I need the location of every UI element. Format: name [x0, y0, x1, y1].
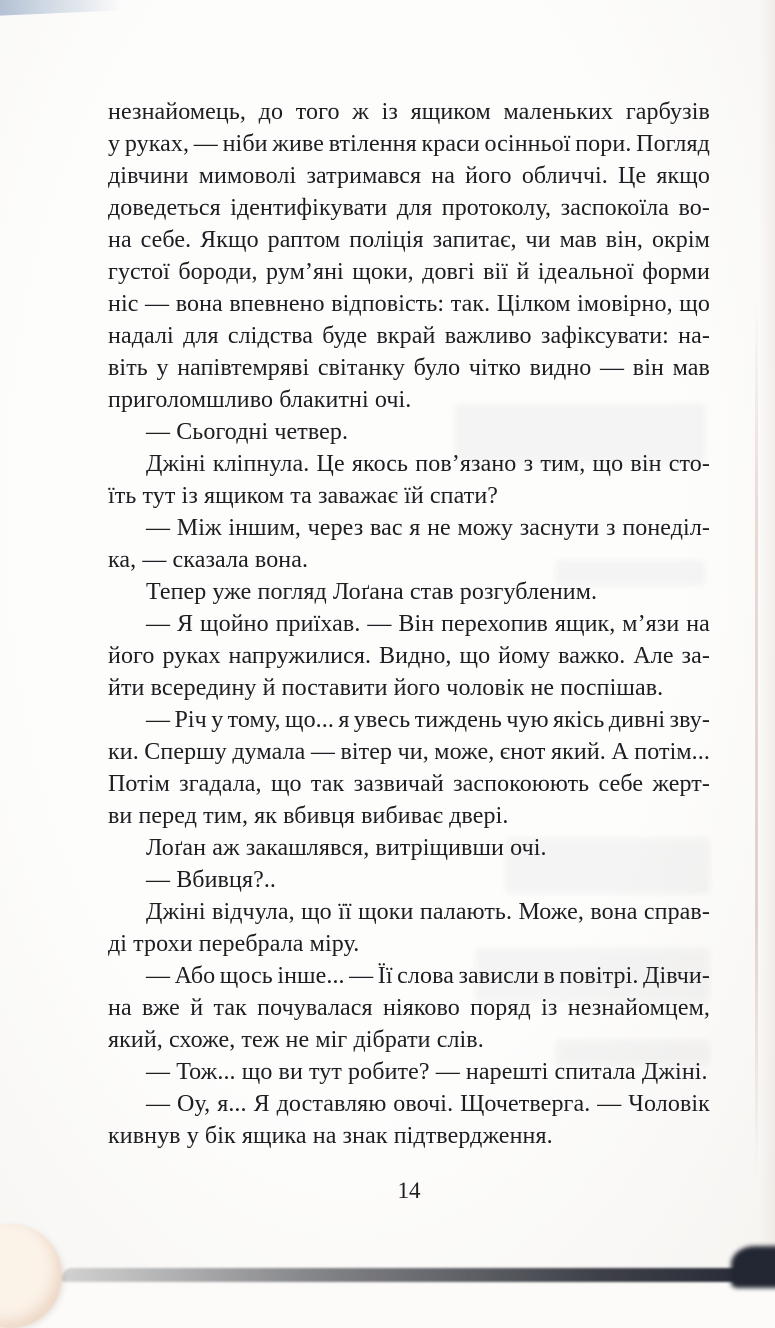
text-line: який, схоже, теж не міг дібрати слів.	[108, 1027, 484, 1053]
text-line: ви перед тим, як вбивця вибиває двері.	[108, 803, 509, 829]
text-line: йти всередину й поставити його чоловік не поспішав.	[108, 675, 664, 701]
text-line: надалі для слідства буде вкрай важливо зафіксувати: на-	[108, 323, 710, 349]
text-line: — Сьогодні четвер.	[146, 419, 349, 445]
text-line: у руках, — ніби живе втілення краси осінньої пори. Погляд	[108, 131, 710, 157]
text-line: Потім згадала, що так зазвичай заспокоюють себе жерт-	[108, 771, 710, 797]
text-line: його руках напружилися. Видно, що йому важко. Але за-	[108, 643, 710, 669]
text-line: — Вбивця?..	[146, 867, 277, 893]
text-line: на себе. Якщо раптом поліція запитає, чи мав він, окрім	[108, 227, 710, 253]
text-line: приголомшливо блакитні очі.	[108, 387, 412, 413]
text-line: — Або щось інше... — Її слова зависли в повітрі. Дівчи-	[146, 963, 710, 989]
text-line: густої бороди, рум’яні щоки, довгі вії й ідеальної форми	[108, 259, 710, 285]
text-line: Тепер уже погляд Лоґана став розгубленим.	[146, 579, 598, 605]
text-line: — Я щойно приїхав. — Він перехопив ящик, м’язи на	[146, 611, 710, 637]
text-line: — Оу, я... Я доставляю овочі. Щочетверга. — Чоловік	[146, 1091, 710, 1117]
text-line: на вже й так почувалася ніяково поряд із незнайомцем,	[108, 995, 710, 1021]
text-line: — Між іншим, через вас я не можу заснути з понеділ-	[146, 515, 710, 541]
text-line: Джіні кліпнула. Це якось пов’язано з тим, що він сто-	[146, 451, 710, 477]
text-line: дівчини мимоволі затримався на його обличчі. Це якщо	[108, 163, 710, 189]
text-line: доведеться ідентифікувати для протоколу, заспокоїла во-	[108, 195, 710, 221]
text-line: ніс — вона впевнено відповість: так. Цілком імовірно, що	[108, 291, 710, 317]
text-line: їть тут із ящиком та заважає їй спати?	[108, 483, 499, 509]
text-line: Джіні відчула, що її щоки палають. Може, вона справ-	[146, 899, 710, 925]
page-number: 14	[397, 1178, 421, 1203]
text-line: — Тож... що ви тут робите? — нарешті спитала Джіні.	[146, 1059, 708, 1085]
text-line: ка, — сказала вона.	[108, 547, 309, 573]
text-line: незнайомець, до того ж із ящиком маленьких гарбузів	[108, 99, 710, 125]
text-line: кивнув у бік ящика на знак підтвердження.	[108, 1123, 553, 1149]
text-line: ки. Спершу думала — вітер чи, може, єнот який. А потім...	[108, 739, 710, 765]
text-line: ді трохи перебрала міру.	[108, 931, 360, 957]
text-line: Лоґан аж закашлявся, витріщивши очі.	[146, 835, 547, 861]
page-edge-crease	[755, 300, 758, 1180]
text-line: — Річ у тому, що... я увесь тиждень чую якісь дивні зву-	[146, 707, 710, 733]
shadow-bottom-right-corner	[731, 1246, 775, 1288]
text-line: віть у напівтемряві світанку було чітко видно — він мав	[108, 355, 710, 381]
page-edge-shading	[759, 0, 775, 1280]
text-block	[108, 96, 710, 1152]
